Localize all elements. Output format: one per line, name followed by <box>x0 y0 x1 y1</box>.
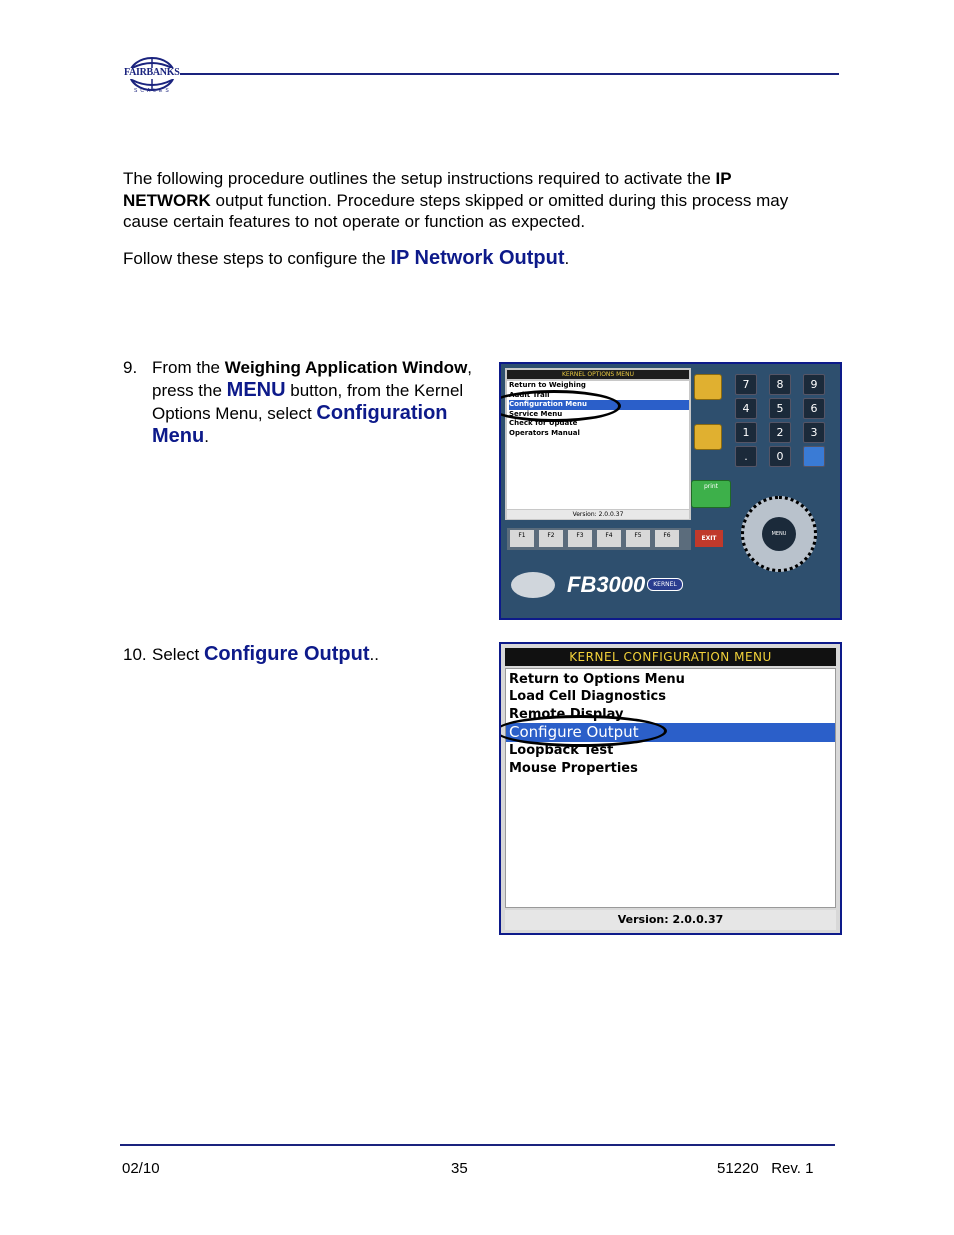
config-menu-item[interactable]: Load Cell Diagnostics <box>509 689 666 705</box>
tare-button[interactable] <box>694 424 722 450</box>
fairbanks-badge <box>511 572 555 598</box>
kernel-options-screenshot <box>499 362 842 620</box>
keypad-key[interactable]: 4 <box>735 398 757 419</box>
keypad-key[interactable]: 2 <box>769 422 791 443</box>
menu-term: MENU <box>226 379 286 401</box>
document-revision: 51220 Rev. 1 <box>717 1160 814 1177</box>
keypad-key[interactable]: 0 <box>769 446 791 467</box>
keypad-key[interactable]: 6 <box>803 398 825 419</box>
intro-paragraph: The following procedure outlines the setup instructions required to activate the IP NETWORK output function. Procedure steps skipped or omitted during this process may cause certain features to not operate or function as expected. <box>123 169 789 231</box>
config-menu-list <box>505 668 836 908</box>
configuration-menu-term: Configuration Menu <box>152 402 448 447</box>
config-menu-title: KERNEL CONFIGURATION MENU <box>505 648 836 666</box>
function-key[interactable]: F5 <box>626 530 650 547</box>
keypad-key[interactable]: 8 <box>769 374 791 395</box>
header-rule <box>180 73 839 75</box>
numeric-keypad <box>735 374 831 470</box>
configure-output-term: Configure Output <box>203 643 370 665</box>
keypad-key[interactable]: . <box>735 446 757 467</box>
config-menu-item[interactable]: Loopback Test <box>509 743 614 759</box>
step-10: 10. Select Configure Output.. <box>123 643 379 665</box>
follow-steps-paragraph: Follow these steps to configure the IP Network Output. <box>123 247 570 269</box>
menu-button[interactable]: MENU <box>762 517 796 551</box>
kernel-configuration-screenshot <box>499 642 842 935</box>
keypad-key[interactable]: 3 <box>803 422 825 443</box>
logo-subtext: SCALES <box>134 88 172 94</box>
exit-button[interactable]: EXIT <box>695 530 723 547</box>
ip-network-output-term: IP Network Output <box>390 247 565 269</box>
config-menu-item-selected[interactable]: Configure Output <box>506 723 835 742</box>
options-version: Version: 2.0.0.37 <box>507 510 689 519</box>
enter-key[interactable] <box>803 446 825 467</box>
keypad-key[interactable]: 9 <box>803 374 825 395</box>
options-menu-title: KERNEL OPTIONS MENU <box>507 370 689 379</box>
function-key-bar <box>507 528 691 550</box>
config-version: Version: 2.0.0.37 <box>505 910 836 930</box>
options-menu-item-selected[interactable]: Configuration Menu <box>509 400 689 410</box>
config-menu-item[interactable]: Return to Options Menu <box>509 672 685 687</box>
step-9: 9. From the Weighing Application Window, press the MENU button, from the Kernel Options Menu, select Configuration Menu. <box>123 358 473 447</box>
keypad-key[interactable]: 7 <box>735 374 757 395</box>
options-menu-item[interactable]: Return to Weighing <box>509 381 586 389</box>
function-key[interactable]: F4 <box>597 530 621 547</box>
keypad-key[interactable]: 5 <box>769 398 791 419</box>
page-number: 35 <box>451 1160 468 1177</box>
options-menu-item[interactable]: Service Menu <box>509 409 563 418</box>
options-menu-item[interactable]: Check for Update <box>509 419 578 428</box>
config-menu-item[interactable]: Remote Display <box>509 706 624 722</box>
zero-button[interactable] <box>694 374 722 400</box>
function-key[interactable]: F3 <box>568 530 592 547</box>
options-menu-item[interactable]: Audit Trail <box>509 390 550 399</box>
fb3000-brand: FB3000 <box>567 572 646 597</box>
config-menu-item[interactable]: Mouse Properties <box>509 760 638 776</box>
footer-date: 02/10 <box>122 1160 160 1177</box>
fairbanks-logo <box>122 55 182 99</box>
highlight-ellipse <box>499 715 667 747</box>
print-button[interactable]: print <box>691 480 731 508</box>
footer-rule <box>120 1144 835 1146</box>
function-key[interactable]: F6 <box>655 530 679 547</box>
function-key[interactable]: F1 <box>510 530 534 547</box>
kernel-badge: KERNEL <box>647 578 683 591</box>
options-menu-item[interactable]: Operators Manual <box>509 428 580 437</box>
function-key[interactable]: F2 <box>539 530 563 547</box>
navigation-wheel[interactable] <box>741 496 817 572</box>
keypad-key[interactable]: 1 <box>735 422 757 443</box>
logo-text: FAIRBANKS <box>124 67 180 78</box>
